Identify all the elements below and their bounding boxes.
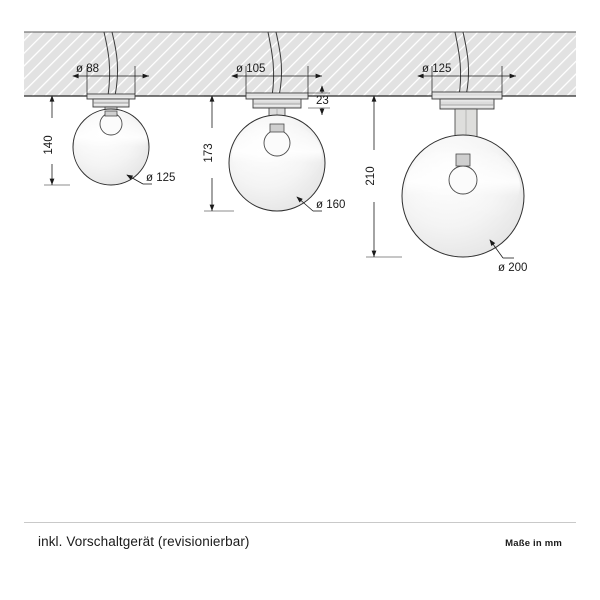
ceiling-hatch-band — [24, 32, 576, 96]
label-lamp-large-globe-diameter: ø 200 — [498, 262, 528, 274]
label-lamp-large-canopy-diameter: ø 125 — [422, 63, 452, 75]
label-lamp-large-drop-height: 210 — [365, 166, 377, 186]
label-lamp-medium-globe-diameter: ø 160 — [316, 199, 346, 211]
label-lamp-small-canopy-diameter: ø 88 — [76, 63, 100, 75]
label-lamp-medium-drop-height: 173 — [203, 143, 215, 163]
footer-units: Maße in mm — [505, 538, 562, 549]
label-lamp-small-drop-height-text: 140 — [43, 135, 55, 155]
label-lamp-medium-canopy-thickness: 23 — [316, 95, 329, 107]
label-lamp-medium-canopy-diameter: ø 105 — [236, 63, 266, 75]
label-lamp-small-globe-diameter: ø 125 — [146, 172, 176, 184]
footer-divider — [24, 522, 576, 523]
footer-note: inkl. Vorschaltgerät (revisionierbar) — [38, 534, 250, 549]
